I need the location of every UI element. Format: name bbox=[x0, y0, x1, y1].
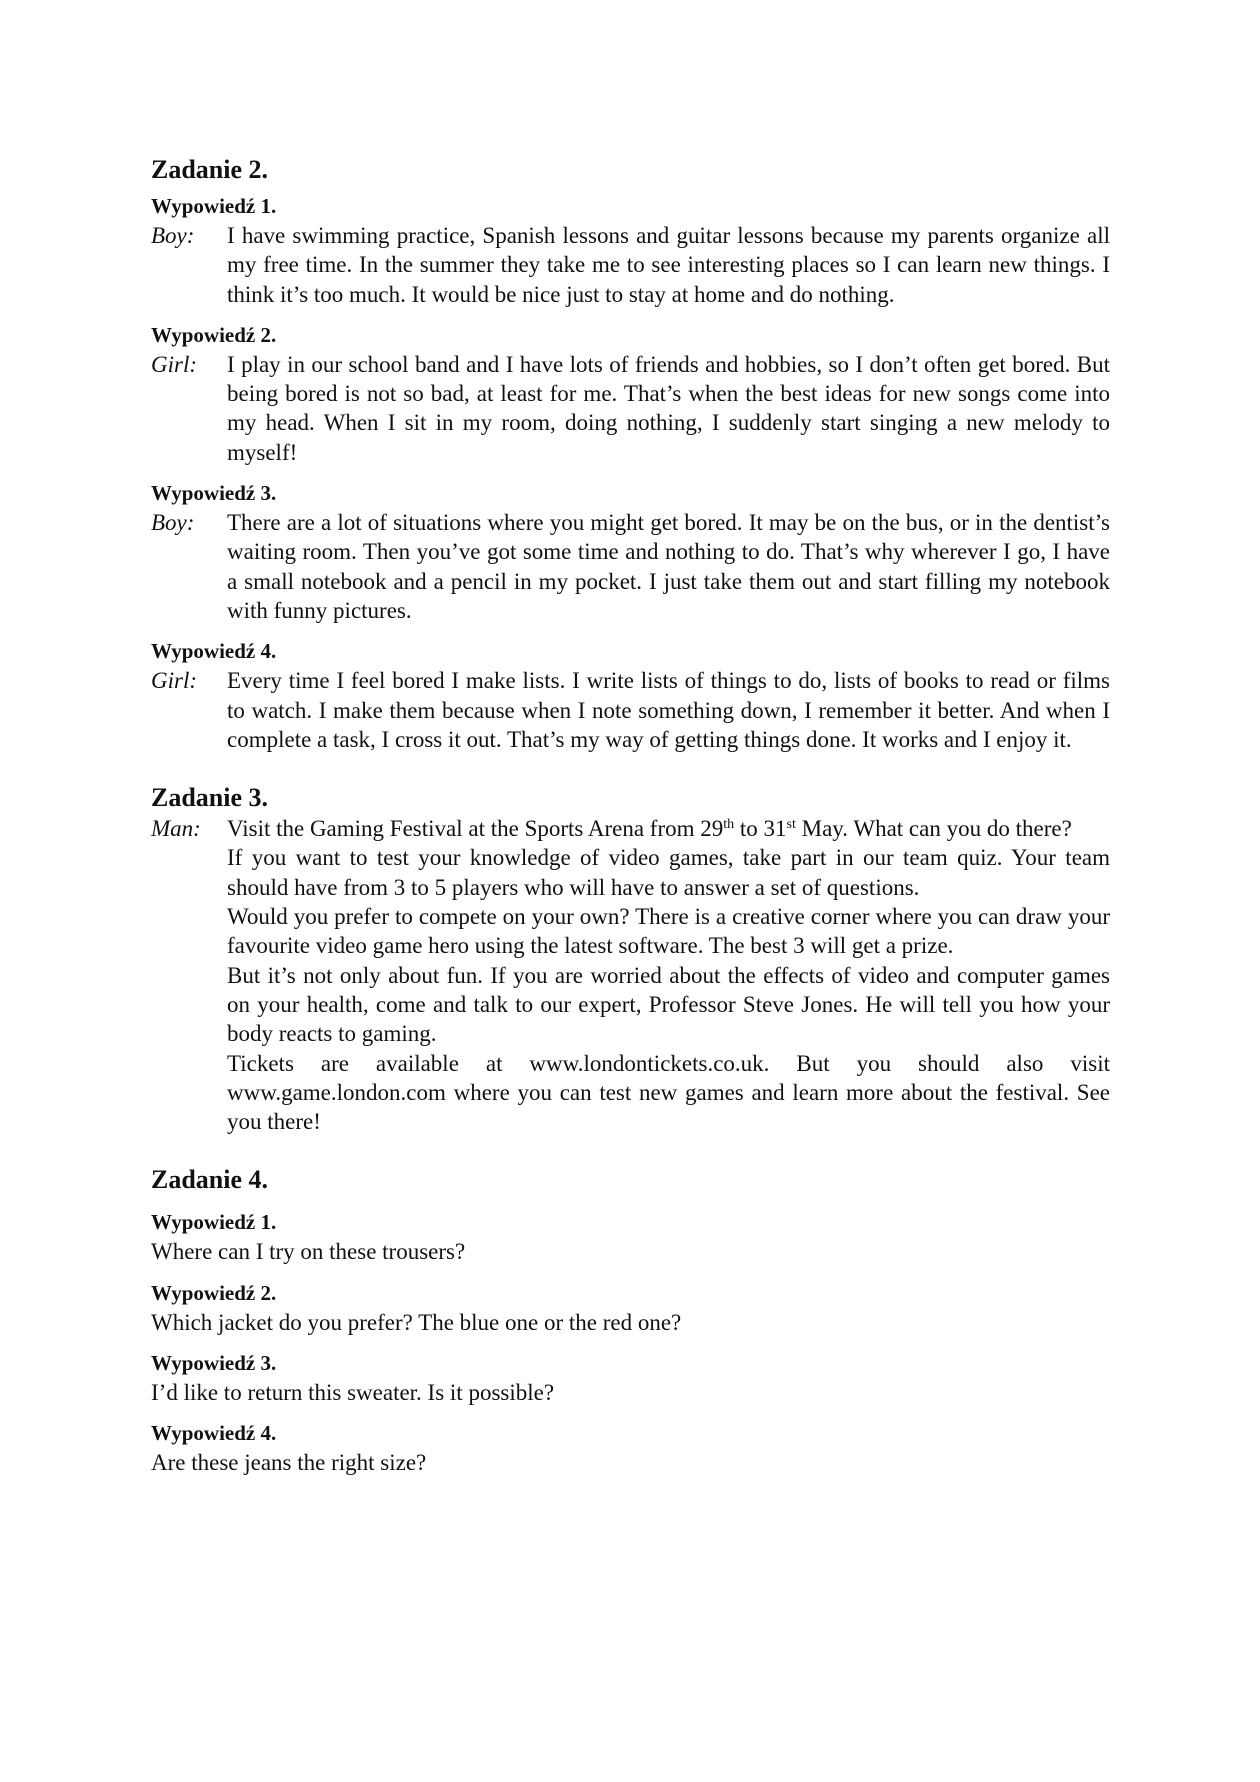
statement-heading: Wypowiedź 3. bbox=[151, 1351, 277, 1376]
statement-text: I’d like to return this sweater. Is it possible? bbox=[151, 1380, 555, 1406]
task-2-statement-4 bbox=[151, 637, 1111, 754]
speech-paragraph: If you want to test your knowledge of video games, take part in our team quiz. Your team should have from 3 to 5 players who will have to answer a set of questions. bbox=[227, 845, 1110, 900]
statement-heading: Wypowiedź 1. bbox=[151, 194, 277, 218]
statement-heading: Wypowiedź 3. bbox=[151, 481, 277, 506]
speech-paragraph bbox=[227, 814, 1110, 843]
task-4-statement-1 bbox=[151, 1208, 1111, 1266]
speaker-label: Boy: bbox=[151, 510, 195, 536]
statement-text: Where can I try on these trousers? bbox=[151, 1239, 466, 1265]
ordinal-suffix: st bbox=[786, 817, 796, 833]
document-page bbox=[151, 154, 1111, 1478]
speech-text: I play in our school band and I have lots of friends and hobbies, so I don’t often get bored. But being bored is not so bad, at least for me. That’s when the best ideas for new songs come into my head. When I sit in my room, doing nothing, I suddenly start singing a new melody to myself! bbox=[227, 351, 1110, 465]
task-2-statement-1 bbox=[151, 192, 1111, 309]
speech-text: Every time I feel bored I make lists. I write lists of things to do, lists of books to read or films to watch. I make them because when I note something down, I remember it better. And when I complete a task, I cross it out. That’s my way of getting things done. It works and I enjoy it. bbox=[227, 668, 1110, 752]
speaker-label: Man: bbox=[151, 816, 201, 842]
task-2-heading: Zadanie 2. bbox=[151, 155, 269, 184]
task-3-monologue bbox=[151, 814, 1111, 1136]
task-4-statement-2 bbox=[151, 1279, 1111, 1337]
task-2-statement-2 bbox=[151, 321, 1111, 467]
speech-paragraph: Would you prefer to compete on your own? There is a creative corner where you can draw your favourite video game hero using the latest software. The best 3 will get a prize. bbox=[227, 904, 1110, 959]
task-4-heading: Zadanie 4. bbox=[151, 1165, 269, 1195]
statement-heading: Wypowiedź 2. bbox=[151, 1280, 277, 1305]
speaker-label: Girl: bbox=[151, 668, 197, 694]
intro-text: to 31 bbox=[734, 816, 787, 842]
statement-heading: Wypowiedź 1. bbox=[151, 1210, 277, 1235]
statement-heading: Wypowiedź 2. bbox=[151, 322, 277, 347]
intro-text: Visit the Gaming Festival at the Sports Arena from 29 bbox=[227, 816, 724, 842]
statement-text: Are these jeans the right size? bbox=[151, 1450, 427, 1476]
speech-text: I have swimming practice, Spanish lessons and guitar lessons because my parents organize all my free time. In the summer they take me to see interesting places so I can learn new things. I think it’s too much. It would be nice just to stay at home and do nothing. bbox=[227, 223, 1110, 307]
statement-text: Which jacket do you prefer? The blue one or the red one? bbox=[151, 1309, 682, 1335]
statement-heading: Wypowiedź 4. bbox=[151, 639, 277, 664]
speaker-label: Boy: bbox=[151, 223, 195, 248]
speech-paragraph: Tickets are available at www.londontickets.co.uk. But you should also visit www.game.london.com where you can test new games and learn more about the festival. See you there! bbox=[227, 1050, 1110, 1135]
speech-paragraph: But it’s not only about fun. If you are worried about the effects of video and computer games on your health, come and talk to our expert, Professor Steve Jones. He will tell you how your body reacts to gaming. bbox=[227, 962, 1110, 1047]
task-2-statement-3 bbox=[151, 479, 1111, 625]
ordinal-suffix: th bbox=[723, 817, 735, 833]
intro-text: May. What can you do there? bbox=[795, 816, 1072, 842]
speech-text: There are a lot of situations where you might get bored. It may be on the bus, or in the dentist’s waiting room. Then you’ve got some time and nothing to do. That’s why wherever I go, I have a small notebook and a pencil in my pocket. I just take them out and start filling my notebook with funny pictures. bbox=[227, 510, 1110, 623]
statement-heading: Wypowiedź 4. bbox=[151, 1421, 277, 1446]
task-4-statement-4 bbox=[151, 1419, 1111, 1477]
task-3-heading: Zadanie 3. bbox=[151, 783, 269, 813]
task-4-statement-3 bbox=[151, 1349, 1111, 1407]
speaker-label: Girl: bbox=[151, 351, 197, 377]
